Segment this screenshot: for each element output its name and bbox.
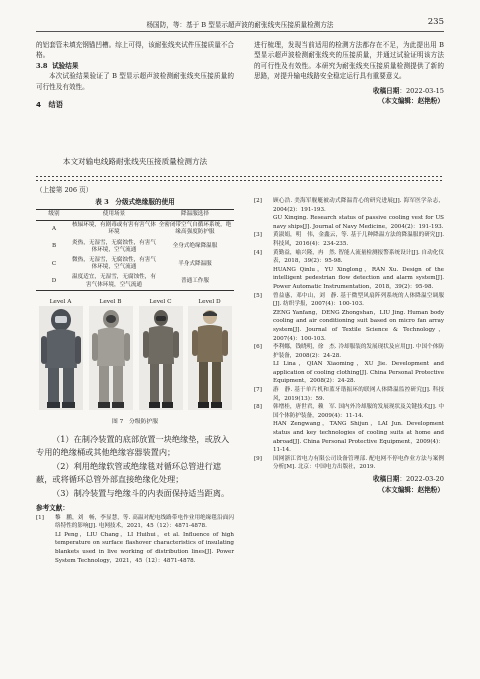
reference-item: HUANG Qinlu，YU Xinglong，RAN Xu. Design of the intelligent pedestrian flow detection and alarm system[J]. Power Automatic Instrumentation，2018，39(2)：95-98. bbox=[273, 266, 444, 290]
reference-item: [6] 李利娜，钱晓明，徐 杰. 冷却服装的发展现状及应用[J]. 中国个体防护装备，2008(2)：24-28. bbox=[254, 344, 444, 359]
references-list-left bbox=[36, 514, 234, 566]
references-list-right bbox=[254, 197, 444, 472]
level-a-suit-image bbox=[39, 306, 83, 410]
body-paragraph: 进行梳理，发现当前适用的检测方法都存在不足，为此提出用 B 型显示超声波检测耐张线夹的压接质量，并通过试验证明该方法的可行性及有效性。本研究为耐张线夹压接质量检测提供了新的思路，对提升输电线路安全稳定运行具有重要意义。 bbox=[254, 41, 444, 81]
editor-note: （本文编辑：赵艳粉） bbox=[378, 485, 444, 494]
level-label: Level D bbox=[198, 299, 221, 306]
received-label: 收稿日期 bbox=[373, 86, 400, 95]
figure-7 bbox=[36, 297, 234, 415]
references-column bbox=[254, 197, 444, 495]
editor-note: （本文编辑：赵艳粉） bbox=[378, 97, 444, 106]
section-number: 3.8 bbox=[36, 61, 48, 70]
reference-item: [4] 黄勤益，喻兴隆，冉 然. 智能人流量检测报警系统设计[J]. 自动化仪表，2018，39(2)：95-98. bbox=[254, 249, 444, 265]
level-b-suit-image bbox=[89, 306, 133, 410]
body-paragraph: 本次试验结果验证了 B 型显示超声波检测耐张线夹压接质量的可行性及有效性。 bbox=[36, 72, 234, 91]
level-label: Level C bbox=[149, 299, 172, 306]
section-4-heading bbox=[36, 100, 234, 110]
received-label: 收稿日期 bbox=[373, 475, 400, 483]
references-heading: 参考文献： bbox=[36, 504, 69, 513]
article-divider bbox=[36, 176, 444, 182]
table-cell: A bbox=[51, 225, 57, 232]
section-title: 结语 bbox=[48, 100, 63, 110]
running-head-title: 杨国防，等：基于 B 型显示超声波的耐张线夹压接质量检测方法 bbox=[146, 21, 334, 29]
list-item: （1）在制冷装置的底部放置一块绝缘垫，或放入专用的绝缘桶或其他绝缘容器装置内； bbox=[36, 433, 230, 458]
reference-item: [9] 国网浙江省电力有限公司设备管理部. 配电网不停电作业方法与案例分析[M]. 北京：中国电力出版社，2019. bbox=[254, 455, 444, 471]
signoff bbox=[254, 474, 444, 495]
table-cell: C bbox=[51, 260, 57, 267]
page-number: 235 bbox=[427, 17, 444, 27]
table-row bbox=[36, 238, 234, 255]
reference-item: LI Peng，LIU Chang，LI Huihui，et al. Influence of high temperature on surface flashover characteristics of insulating blankets used in live working of distribution lines[J]. Power System Technology，2021，45（12）：4871-4878. bbox=[55, 531, 234, 564]
continued-from-note: （上接第 206 页） bbox=[36, 186, 93, 194]
section-title: 试验结果 bbox=[52, 61, 79, 70]
reference-item: ZENG Yanfang，DENG Zhongshan，LIU Jing. Human body cooling and air conditioning suit based on micro fan array system[J]. Journal of Textile Science & Technology，2007(4)：100-103. bbox=[273, 309, 444, 342]
table-cell: 核辐环境，有剧毒或有害有害气体环境 bbox=[72, 222, 156, 236]
reference-item: [1] 黎 鹏，刘 畅，李显慧，等. 高温对配电线路带电作业用绝缘毯沿面闪络特性的影响[J]. 电网技术，2021，45（12）：4871-4878. bbox=[36, 514, 234, 530]
table-cell: 全密闭带空气自循环系统，绝缘高强度防护服 bbox=[158, 222, 232, 236]
table-cell: 普通工作服 bbox=[156, 273, 234, 291]
table-cell: 半身式降温服 bbox=[178, 260, 212, 267]
section-3-8-heading bbox=[36, 61, 234, 71]
level-label: Level A bbox=[49, 299, 72, 306]
table-header: 使用场景 bbox=[72, 210, 156, 220]
table-header: 降温服选择 bbox=[156, 210, 234, 220]
table-caption: 表 3 分级式绝缘服的使用 bbox=[95, 198, 175, 206]
section-number: 4 bbox=[36, 100, 42, 110]
table-header: 级别 bbox=[36, 210, 72, 220]
signoff bbox=[254, 86, 444, 107]
reference-item: HAN Zengwang，TANG Shijun，LAI Jun. Development status and key technologies of cooling suits at home and abroad[J]. China Personal Protective Equipment，2009(4)：11-14. bbox=[273, 421, 444, 454]
reference-item: [5] 曾益惠，邓中山，刘 静. 基于微型风扇阵列系统的人体降温空调服[J]. 纺织学报，2007(4)：100-103. bbox=[254, 292, 444, 308]
list-item: （2）利用绝缘软管或绝缘毯对循环总管进行遮蔽，或将循环总管外部直接绝缘化处理； bbox=[36, 460, 221, 485]
body-paragraph: 的铝套管未填充钢锚凹槽。综上可得，该耐张线夹试件压接质量不合格。 bbox=[36, 41, 234, 60]
bottom-left-column bbox=[36, 197, 234, 565]
reference-item: [3] 黄淑娟，明 伟，金鑫云，等. 基于几种降温方法的降温服的研究[J]. 科技风，2016(4)：234-235. bbox=[254, 232, 444, 247]
table-cell: D bbox=[36, 273, 72, 291]
table-cell: 全身式绝缘降温服 bbox=[172, 243, 218, 250]
table-cell: 温度适宜，无湿雪，无腐蚀性，有害气体环境，空气流通 bbox=[72, 273, 156, 291]
reference-item: LI Lina，QIAN Xiaoming，XU Jie. Development and application of cooling clothing[J]. China Personal Protective Equipment，2008(2)：24-28. bbox=[273, 361, 444, 385]
reference-item: [7] 游 静. 基于单片机和蓝牙谐振环的联网人体降温监控研究[J]. 科技风，2019(13)：59. bbox=[254, 387, 444, 402]
table-3 bbox=[36, 209, 234, 291]
level-c-suit-image bbox=[139, 306, 183, 410]
table-cell: B bbox=[51, 243, 57, 250]
list-item: （3）制冷装置与绝缘斗的内表面保持适当距离。 bbox=[52, 487, 230, 498]
conclusion-opening-line: 本文对输电线路耐张线夹压接质量检测方法 bbox=[62, 157, 208, 166]
table-cell: 炎热，无湿雪，无腐蚀性，有害气体环境，空气流通 bbox=[72, 239, 156, 253]
figure-caption: 图 7 分级防护服 bbox=[111, 419, 159, 426]
table-row bbox=[36, 273, 234, 291]
reference-item: [8] 韩增桂，唐世君，赖 军. 国内外冷却服的发展现状及关键技术[J]. 中国个体防护装备，2009(4)：11-14. bbox=[254, 404, 444, 419]
level-label: Level B bbox=[99, 299, 122, 306]
received-date: ：2022-03-15 bbox=[399, 86, 444, 95]
reference-item: [2] 顾心浩. 美海军舰艇被动式降温背心的研究进展[J]. 海军医学杂志，2004(2)：191-193. bbox=[254, 198, 444, 213]
table-row bbox=[36, 255, 234, 272]
received-date: ：2022-03-20 bbox=[399, 475, 444, 483]
top-right-column bbox=[254, 40, 444, 107]
table-cell: 微热，无湿雪，无腐蚀性，有害气体环境，空气流通 bbox=[72, 256, 156, 271]
level-d-suit-image bbox=[188, 306, 232, 410]
top-left-column bbox=[36, 40, 234, 110]
reference-item: GU Xinqing. Research status of passive cooling vest for US navy ships[J]. Journal of Navy Medicine，2004(2)：191-193. bbox=[273, 215, 444, 230]
running-head bbox=[36, 16, 444, 32]
table-row bbox=[36, 220, 234, 238]
